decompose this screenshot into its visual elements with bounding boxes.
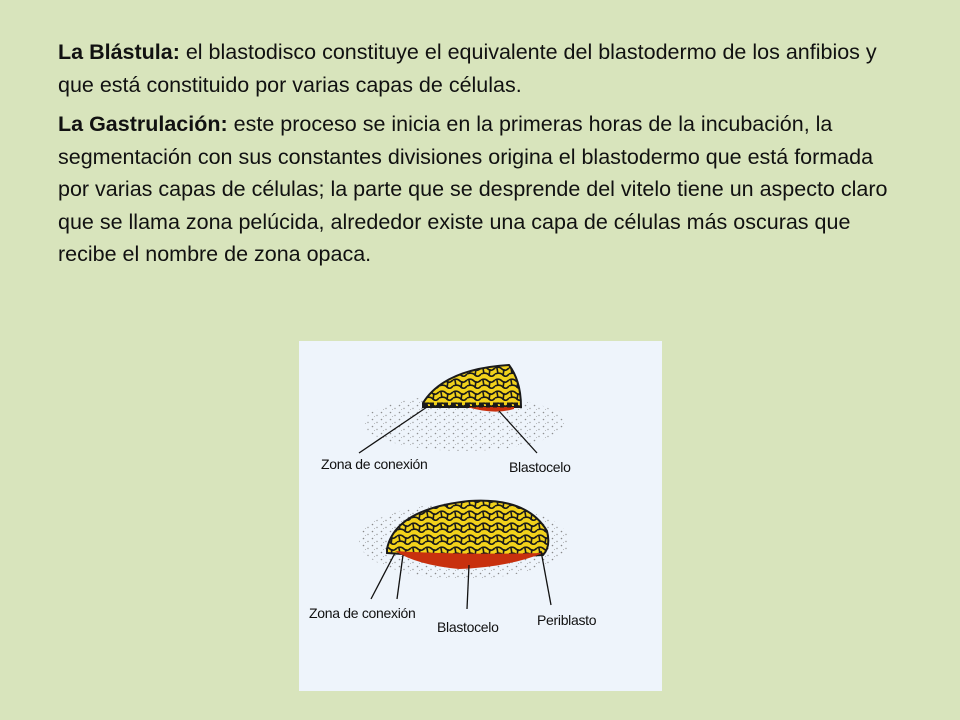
embryo-diagram: [299, 341, 662, 691]
label-periblasto: Periblasto: [537, 612, 597, 628]
gastrula-diagram: [309, 501, 597, 635]
blastodisc-cells: [423, 365, 521, 407]
term-blastula: La Blástula: [58, 40, 173, 64]
paragraph-text: el blastodisco constituye el equivalente del blastodermo de los anfibios y que está constituido por varias capas de células.: [58, 40, 877, 97]
paragraph-gastrulacion: [58, 108, 908, 271]
label-blastocelo-bottom: Blastocelo: [437, 619, 499, 635]
paragraph-text: este proceso se inicia en la primeras horas de la incubación, la segmentación con sus constantes divisiones origina el blastodermo que está formada por varias capas de células; la parte que se desprende del vitelo tiene un aspecto claro que se llama zona pelúcida, alrededor existe una capa de células más oscuras que recibe el nombre de zona opaca.: [58, 112, 888, 266]
label-zona-conexion-top: Zona de conexión: [321, 456, 428, 472]
paragraph-blastula: [58, 36, 908, 101]
label-blastocelo-top: Blastocelo: [509, 459, 571, 475]
blastula-diagram: [321, 365, 571, 475]
term-gastrulacion: La Gastrulación: [58, 112, 221, 136]
label-zona-conexion-bottom: Zona de conexión: [309, 605, 416, 621]
term-separator: :: [172, 40, 180, 64]
term-separator: :: [220, 112, 228, 136]
text-content: [58, 36, 908, 278]
embryo-diagram-figure: [299, 341, 662, 691]
